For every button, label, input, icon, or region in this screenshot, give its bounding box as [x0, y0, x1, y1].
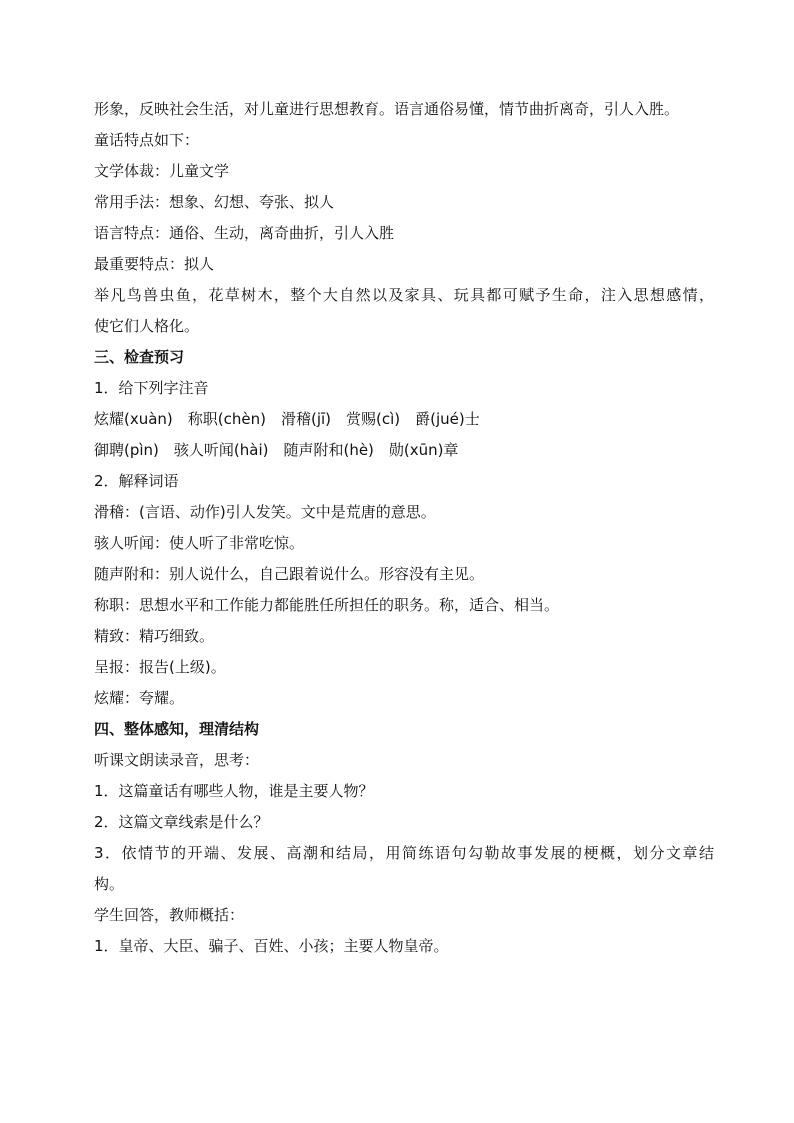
paragraph-line: 随声附和：别人说什么，自己跟着说什么。形容没有主见。 [94, 565, 485, 583]
paragraph-line: 滑稽：(言语、动作)引人发笑。文中是荒唐的意思。 [94, 503, 436, 521]
paragraph-line: 童话特点如下： [94, 131, 200, 149]
paragraph-line: 精致：精巧细致。 [94, 627, 215, 645]
document-page [94, 94, 714, 962]
paragraph-line: 最重要特点：拟人 [94, 255, 215, 273]
paragraph-line: 1．给下列字注音 [94, 379, 209, 397]
paragraph-line: 1．皇帝、大臣、骗子、百姓、小孩；主要人物皇帝。 [94, 937, 449, 955]
paragraph-line: 听课文朗读录音，思考： [94, 751, 260, 769]
section-heading: 三、检查预习 [94, 348, 185, 366]
paragraph-line: 3．依情节的开端、发展、高潮和结局，用简练语句勾勒故事发展的梗概，划分文章结 [94, 844, 714, 862]
paragraph-line: 常用手法：想象、幻想、夸张、拟人 [94, 193, 335, 211]
paragraph-line: 骇人听闻：使人听了非常吃惊。 [94, 534, 305, 552]
paragraph-line: 学生回答，教师概括： [94, 906, 245, 924]
paragraph-line: 举凡鸟兽虫鱼，花草树木，整个大自然以及家具、玩具都可赋予生命，注入思想感情， [94, 286, 714, 304]
paragraph-line: 使它们人格化。 [94, 317, 200, 335]
paragraph-line: 炫耀：夸耀。 [94, 689, 185, 707]
paragraph-line: 2．这篇文章线索是什么？ [94, 813, 269, 831]
paragraph-line: 御聘(pìn) 骇人听闻(hài) 随声附和(hè) 勋(xūn)章 [94, 441, 459, 459]
paragraph-line: 炫耀(xuàn) 称职(chèn) 滑稽(jī) 赏赐(cì) 爵(jué)士 [94, 410, 480, 428]
paragraph-line: 2．解释词语 [94, 472, 179, 490]
paragraph-line: 1．这篇童话有哪些人物，谁是主要人物？ [94, 782, 374, 800]
paragraph-line: 构。 [94, 875, 125, 893]
paragraph-line: 称职：思想水平和工作能力都能胜任所担任的职务。称，适合、相当。 [94, 596, 560, 614]
paragraph-line: 文学体裁：儿童文学 [94, 162, 230, 180]
paragraph-line: 呈报：报告(上级)。 [94, 658, 226, 676]
paragraph-line: 形象，反映社会生活，对儿童进行思想教育。语言通俗易懂，情节曲折离奇，引人入胜。 [94, 100, 680, 118]
section-heading: 四、整体感知，理清结构 [94, 720, 260, 738]
paragraph-line: 语言特点：通俗、生动，离奇曲折，引人入胜 [94, 224, 395, 242]
